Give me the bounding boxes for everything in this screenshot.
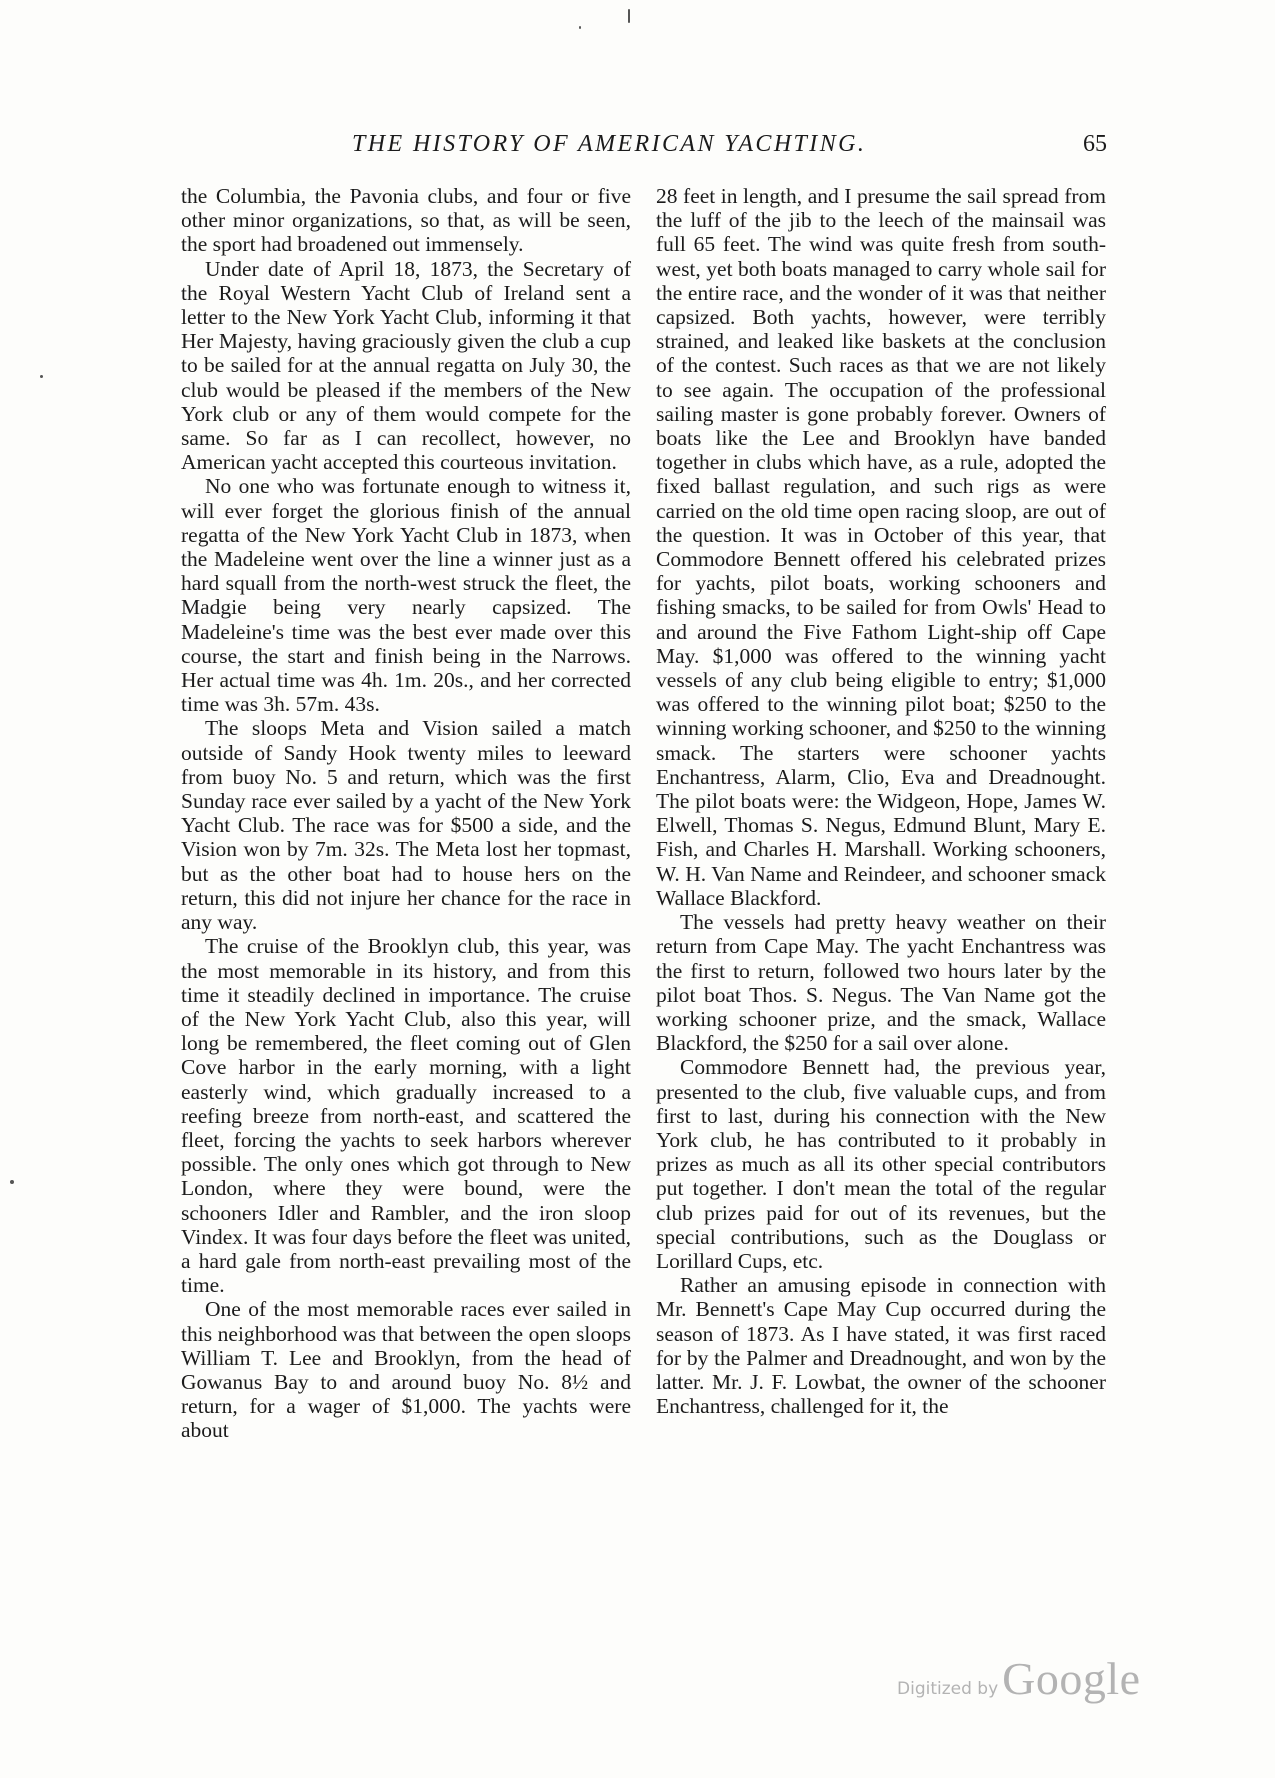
paragraph: One of the most memorable races ever sailed in this neighborhood was that between the open sloops William T. Lee and Brooklyn, from the head of Gowanus Bay to and around buoy No. 8½ and return, for a wager of $1,000. The yachts were about (181, 1297, 631, 1443)
scan-speck (10, 1180, 14, 1184)
scan-speck (40, 375, 43, 378)
watermark-prefix: Digitized by (897, 1679, 999, 1699)
paragraph: The cruise of the Brooklyn club, this year, was the most memorable in its history, and from this time it steadily declined in importance. The cruise of the New York Yacht Club, also this year, will long be remembered, the fleet coming out of Glen Cove harbor in the early morning, with a light easterly wind, which gradually increased to a reefing breeze from north-east, and scattered the fleet, forcing the yachts to seek harbors wherever possible. The only ones which got through to New London, where they were bound, were the schooners Idler and Rambler, and the iron sloop Vindex. It was four days before the fleet was united, a hard gale from north-east prevailing most of the time. (181, 934, 631, 1298)
page-number: 65 (1083, 131, 1107, 157)
paragraph: Rather an amusing episode in connection with Mr. Bennett's Cape May Cup occurred during the season of 1873. As I have stated, it was first raced for by the Palmer and Dreadnought, and won by the latter. Mr. J. F. Lowbat, the owner of the schooner Enchantress, challenged for it, the (656, 1273, 1106, 1419)
paragraph: Under date of April 18, 1873, the Secretary of the Royal Western Yacht Club of Ireland sent a letter to the New York Yacht Club, informing it that Her Majesty, having graciously given the club a cup to be sailed for at the annual regatta on July 30, the club would be pleased if the members of the New York club or any of them would compete for the same. So far as I can recollect, however, no American yacht accepted this courteous invitation. (181, 256, 631, 475)
paragraph: the Columbia, the Pavonia clubs, and four or five other minor organizations, so that, as will be seen, the sport had broadened out immensely. (181, 184, 631, 257)
paragraph: Commodore Bennett had, the previous year, presented to the club, five valuable cups, and from first to last, during his connection with the New York club, he has contributed to it probably in prizes as much as all its other special contributors put together. I don't mean the total of the regular club prizes paid for out of its revenues, but the special contributions, such as the Douglass or Lorillard Cups, etc. (656, 1055, 1106, 1273)
scan-speck (579, 26, 581, 29)
running-header-title: THE HISTORY OF AMERICAN YACHTING. (352, 131, 867, 157)
right-text-column (656, 184, 1106, 1418)
paragraph: The sloops Meta and Vision sailed a match outside of Sandy Hook twenty miles to leeward from buoy No. 5 and return, which was the first Sunday race ever sailed by a yacht of the New York Yacht Club. The race was for $500 a side, and the Vision won by 7m. 32s. The Meta lost her topmast, but as the other boat had to house hers on the return, this did not injure her chance for the race in any way. (181, 716, 631, 935)
left-text-column (181, 184, 631, 1443)
paragraph: 28 feet in length, and I presume the sail spread from the luff of the jib to the leech of the mainsail was full 65 feet. The wind was quite fresh from south-west, yet both boats managed to carry whole sail for the entire race, and the wonder of it was that neither capsized. Both yachts, however, were terribly strained, and leaked like baskets at the conclusion of the contest. Such races as that we are not likely to see again. The occupation of the professional sailing master is gone probably forever. Owners of boats like the Lee and Brooklyn have banded together in clubs which have, as a rule, adopted the fixed ballast regulation, and such rigs as were carried on the old time open racing sloop, are out of the question. It was in October of this year, that Commodore Bennett offered his celebrated prizes for yachts, pilot boats, working schooners and fishing smacks, to be sailed for from Owls' Head to and around the Five Fathom Light-ship off Cape May. $1,000 was offered to the winning yacht vessels of any club being eligible to entry; $1,000 was offered to the winning pilot boat; $250 to the winning working schooner, and $250 to the winning smack. The starters were schooner yachts Enchantress, Alarm, Clio, Eva and Dreadnought. The pilot boats were: the Widgeon, Hope, James W. Elwell, Thomas S. Negus, Edmund Blunt, Mary E. Fish, and Charles H. Marshall. Working schooners, W. H. Van Name and Reindeer, and schooner smack Wallace Blackford. (656, 184, 1106, 910)
google-logo: Google (1002, 1653, 1141, 1704)
paragraph: No one who was fortunate enough to witness it, will ever forget the glorious finish of the annual regatta of the New York Yacht Club in 1873, when the Madeleine went over the line a winner just as a hard squall from the north-west struck the fleet, the Madgie being very nearly capsized. The Madeleine's time was the best ever made over this course, the start and finish being in the Narrows. Her actual time was 4h. 1m. 20s., and her corrected time was 3h. 57m. 43s. (181, 474, 631, 717)
scan-speck (628, 9, 630, 23)
digitized-by-google-watermark (897, 1652, 1141, 1705)
paragraph: The vessels had pretty heavy weather on their return from Cape May. The yacht Enchantress was the first to return, followed two hours later by the pilot boat Thos. S. Negus. The Van Name got the working schooner prize, and the smack, Wallace Blackford, the $250 for a sail over alone. (656, 910, 1106, 1056)
